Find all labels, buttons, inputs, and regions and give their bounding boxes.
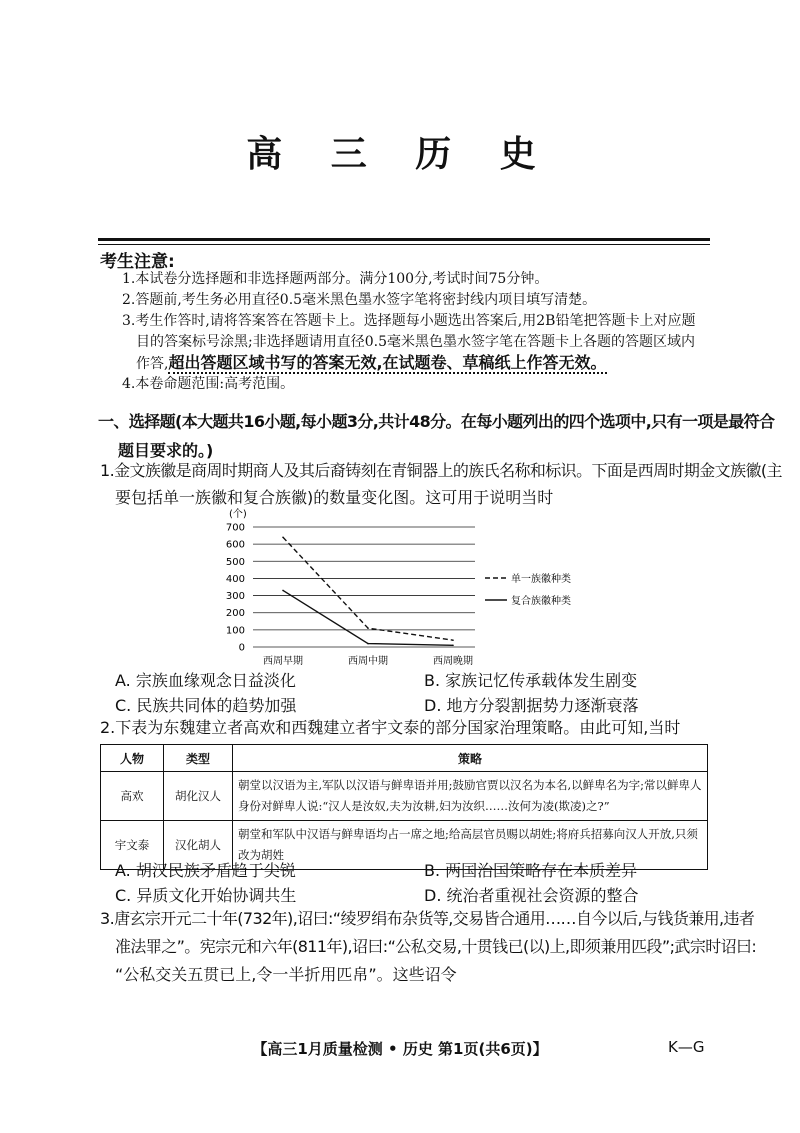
q3-stem-3: “公私交关五贯已上,令一半折用匹帛”。这些诏令 bbox=[115, 965, 457, 984]
notice-item-3-prefix: 作答, bbox=[136, 356, 169, 372]
data-point-single-clan bbox=[452, 639, 454, 641]
table-header-policy: 策略 bbox=[233, 745, 708, 772]
table-cell-type: 胡化汉人 bbox=[164, 772, 233, 821]
page-title: 高 三 历 史 bbox=[246, 133, 554, 175]
table-cell-person: 高欢 bbox=[101, 772, 164, 821]
q2-table bbox=[100, 744, 708, 870]
x-tick-label: 西周早期 bbox=[263, 656, 303, 665]
legend-label-compound-clan: 复合族徽种类 bbox=[511, 596, 571, 607]
q1-stem-2: 要包括单一族徽和复合族徽)的数量变化图。这可用于说明当时 bbox=[115, 488, 554, 507]
paper-code: K—G bbox=[668, 1038, 705, 1056]
q2-stem: 2.下表为东魏建立者高欢和西魏建立者宇文泰的部分国家治理策略。由此可知,当时 bbox=[100, 718, 681, 737]
q3-stem-2: 准法罪之”。宪宗元和六年(811年),诏曰:“公私交易,十贯钱已(以)上,即须兼用匹段”;武宗时诏曰: bbox=[115, 937, 757, 956]
table-cell-policy: 朝堂以汉语为主,军队以汉语与鲜卑语并用;鼓励官贾以汉名为本名,以鲜卑名为字;常以鲜卑人身份对鲜卑人说:“汉人是汝奴,夫为汝耕,妇为汝织……汝何为凌(欺凌)之?” bbox=[233, 772, 708, 821]
q1-stem-1: 1.金文族徽是商周时期商人及其后裔铸刻在青铜器上的族氏名称和标识。下面是西周时期金文族徽(主 bbox=[100, 461, 782, 480]
y-tick-label: 500 bbox=[225, 556, 245, 568]
chart-axes bbox=[226, 507, 475, 665]
q2-option-a: A. 胡汉民族矛盾趋于尖锐 bbox=[115, 861, 296, 880]
data-point-single-clan bbox=[282, 536, 284, 538]
q1-option-b: B. 家族记忆传承载体发生剧变 bbox=[424, 671, 638, 690]
y-tick-label: 700 bbox=[225, 522, 245, 534]
data-point-compound-clan bbox=[282, 590, 284, 592]
chart-legend bbox=[485, 572, 571, 607]
series-line-single-clan bbox=[283, 537, 453, 640]
data-point-compound-clan bbox=[367, 643, 369, 645]
notice-heading: 考生注意: bbox=[100, 252, 175, 272]
header-rule-thick bbox=[98, 238, 710, 241]
table-cell-type: 汉化胡人 bbox=[164, 821, 233, 870]
q1-option-c: C. 民族共同体的趋势加强 bbox=[115, 696, 297, 715]
q1-option-a: A. 宗族血缘观念日益淡化 bbox=[115, 671, 296, 690]
x-tick-label: 西周晚期 bbox=[433, 656, 473, 665]
notice-emphasis: 超出答题区域书写的答案无效,在试题卷、草稿纸上作答无效。 bbox=[168, 353, 607, 372]
table-row bbox=[101, 772, 708, 821]
q1-chart bbox=[215, 505, 615, 665]
data-point-compound-clan bbox=[452, 644, 454, 646]
header-rule-thin bbox=[98, 244, 710, 245]
q1-option-d: D. 地方分裂割据势力逐渐衰落 bbox=[424, 696, 639, 715]
y-tick-label: 300 bbox=[225, 591, 245, 603]
notice-item-2: 2.答题前,考生务必用直径0.5毫米黑色墨水签字笔将密封线内项目填写清楚。 bbox=[122, 292, 597, 308]
table-header-person: 人物 bbox=[101, 745, 164, 772]
q2-option-b: B. 两国治国策略存在本质差异 bbox=[424, 861, 638, 880]
y-tick-label: 0 bbox=[238, 642, 245, 654]
table-header-type: 类型 bbox=[164, 745, 233, 772]
y-tick-label: 600 bbox=[225, 539, 245, 551]
notice-item-3-end bbox=[136, 353, 607, 374]
x-tick-label: 西周中期 bbox=[348, 656, 388, 665]
table-cell-policy: 朝堂和军队中汉语与鲜卑语均占一席之地;给高层官员赐以胡姓;将府兵招募向汉人开放,只须改为胡姓 bbox=[233, 821, 708, 870]
data-point-single-clan bbox=[367, 627, 369, 629]
y-tick-label: 400 bbox=[225, 573, 245, 585]
table-header-row bbox=[101, 745, 708, 772]
section-line-1: 一、选择题(本大题共16小题,每小题3分,共计48分。在每小题列出的四个选项中,只有一项是最符合 bbox=[98, 412, 775, 431]
y-tick-label: 200 bbox=[225, 608, 245, 620]
page-footer: 【高三1月质量检测 • 历史 第1页(共6页)】 bbox=[252, 1040, 548, 1058]
q3-stem-1: 3.唐玄宗开元二十年(732年),诏曰:“绫罗绢布杂货等,交易皆合通用……自今以后,与钱货兼用,违者 bbox=[100, 909, 755, 928]
y-axis-unit-label: (个) bbox=[229, 509, 247, 520]
notice-item-4: 4.本卷命题范围:高考范围。 bbox=[122, 376, 295, 392]
table-cell-person: 宇文泰 bbox=[101, 821, 164, 870]
legend-label-single-clan: 单一族徽种类 bbox=[511, 574, 571, 585]
notice-item-3-cont: 目的答案标号涂黑;非选择题请用直径0.5毫米黑色墨水签字笔在答题卡上各题的答题区域内 bbox=[136, 334, 695, 350]
q2-option-d: D. 统治者重视社会资源的整合 bbox=[424, 886, 639, 905]
y-tick-label: 100 bbox=[225, 625, 245, 637]
section-line-2: 题目要求的。) bbox=[118, 441, 214, 460]
notice-item-1: 1.本试卷分选择题和非选择题两部分。满分100分,考试时间75分钟。 bbox=[122, 271, 549, 287]
q2-option-c: C. 异质文化开始协调共生 bbox=[115, 886, 297, 905]
notice-item-3: 3.考生作答时,请将答案答在答题卡上。选择题每小题选出答案后,用2B铅笔把答题卡上对应题 bbox=[122, 313, 696, 329]
